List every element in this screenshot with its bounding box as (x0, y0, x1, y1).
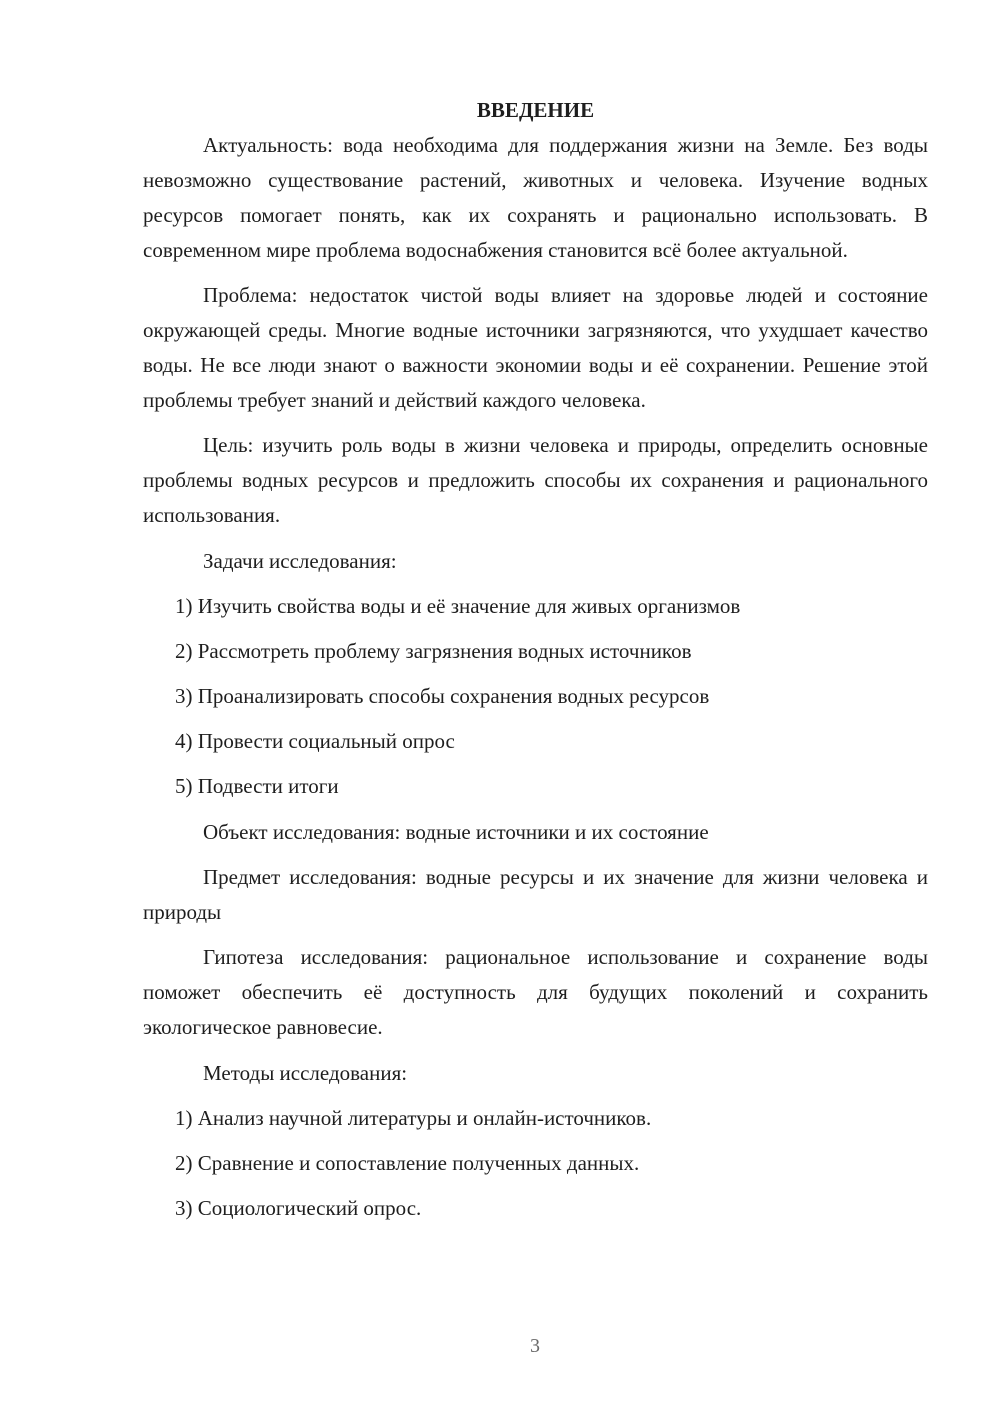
task-item: 5) Подвести итоги (175, 774, 339, 798)
tasks-heading: Задачи исследования: (203, 549, 397, 573)
methods-heading: Методы исследования: (203, 1061, 408, 1085)
method-item: 1) Анализ научной литературы и онлайн-источников. (175, 1106, 652, 1130)
page-content (143, 92, 928, 1226)
task-item: 1) Изучить свойства воды и её значение для живых организмов (175, 594, 741, 618)
goal-paragraph: Цель: изучить роль воды в жизни человека и природы, определить основные проблемы водных ресурсов и предложить способы их сохранения и рационального использования. (143, 433, 928, 527)
page-number: 3 (530, 1335, 540, 1357)
methods-list (143, 1101, 928, 1226)
subject-paragraph: Предмет исследования: водные ресурсы и их значение для жизни человека и природы (143, 865, 928, 924)
task-item: 3) Проанализировать способы сохранения водных ресурсов (175, 684, 710, 708)
method-item: 2) Сравнение и сопоставление полученных данных. (175, 1151, 640, 1175)
relevance-paragraph: Актуальность: вода необходима для поддержания жизни на Земле. Без воды невозможно существование растений, животных и человека. Изучение водных ресурсов помогает понять, как их сохранять и рационально использовать. В современном мире проблема водоснабжения становится всё более актуальной. (143, 133, 928, 262)
task-item: 2) Рассмотреть проблему загрязнения водных источников (175, 639, 692, 663)
task-item: 4) Провести социальный опрос (175, 729, 455, 753)
tasks-list (143, 589, 928, 804)
hypothesis-paragraph: Гипотеза исследования: рациональное использование и сохранение воды поможет обеспечить её доступность для будущих поколений и сохранить экологическое равновесие. (143, 945, 928, 1039)
section-title: ВВЕДЕНИЕ (476, 98, 595, 122)
problem-paragraph: Проблема: недостаток чистой воды влияет на здоровье людей и состояние окружающей среды. Многие водные источники загрязняются, что ухудшает качество воды. Не все люди знают о важности экономии воды и её сохранении. Решение этой проблемы требует знаний и действий каждого человека. (143, 283, 928, 412)
method-item: 3) Социологический опрос. (175, 1196, 422, 1220)
object-paragraph: Объект исследования: водные источники и их состояние (203, 820, 709, 844)
